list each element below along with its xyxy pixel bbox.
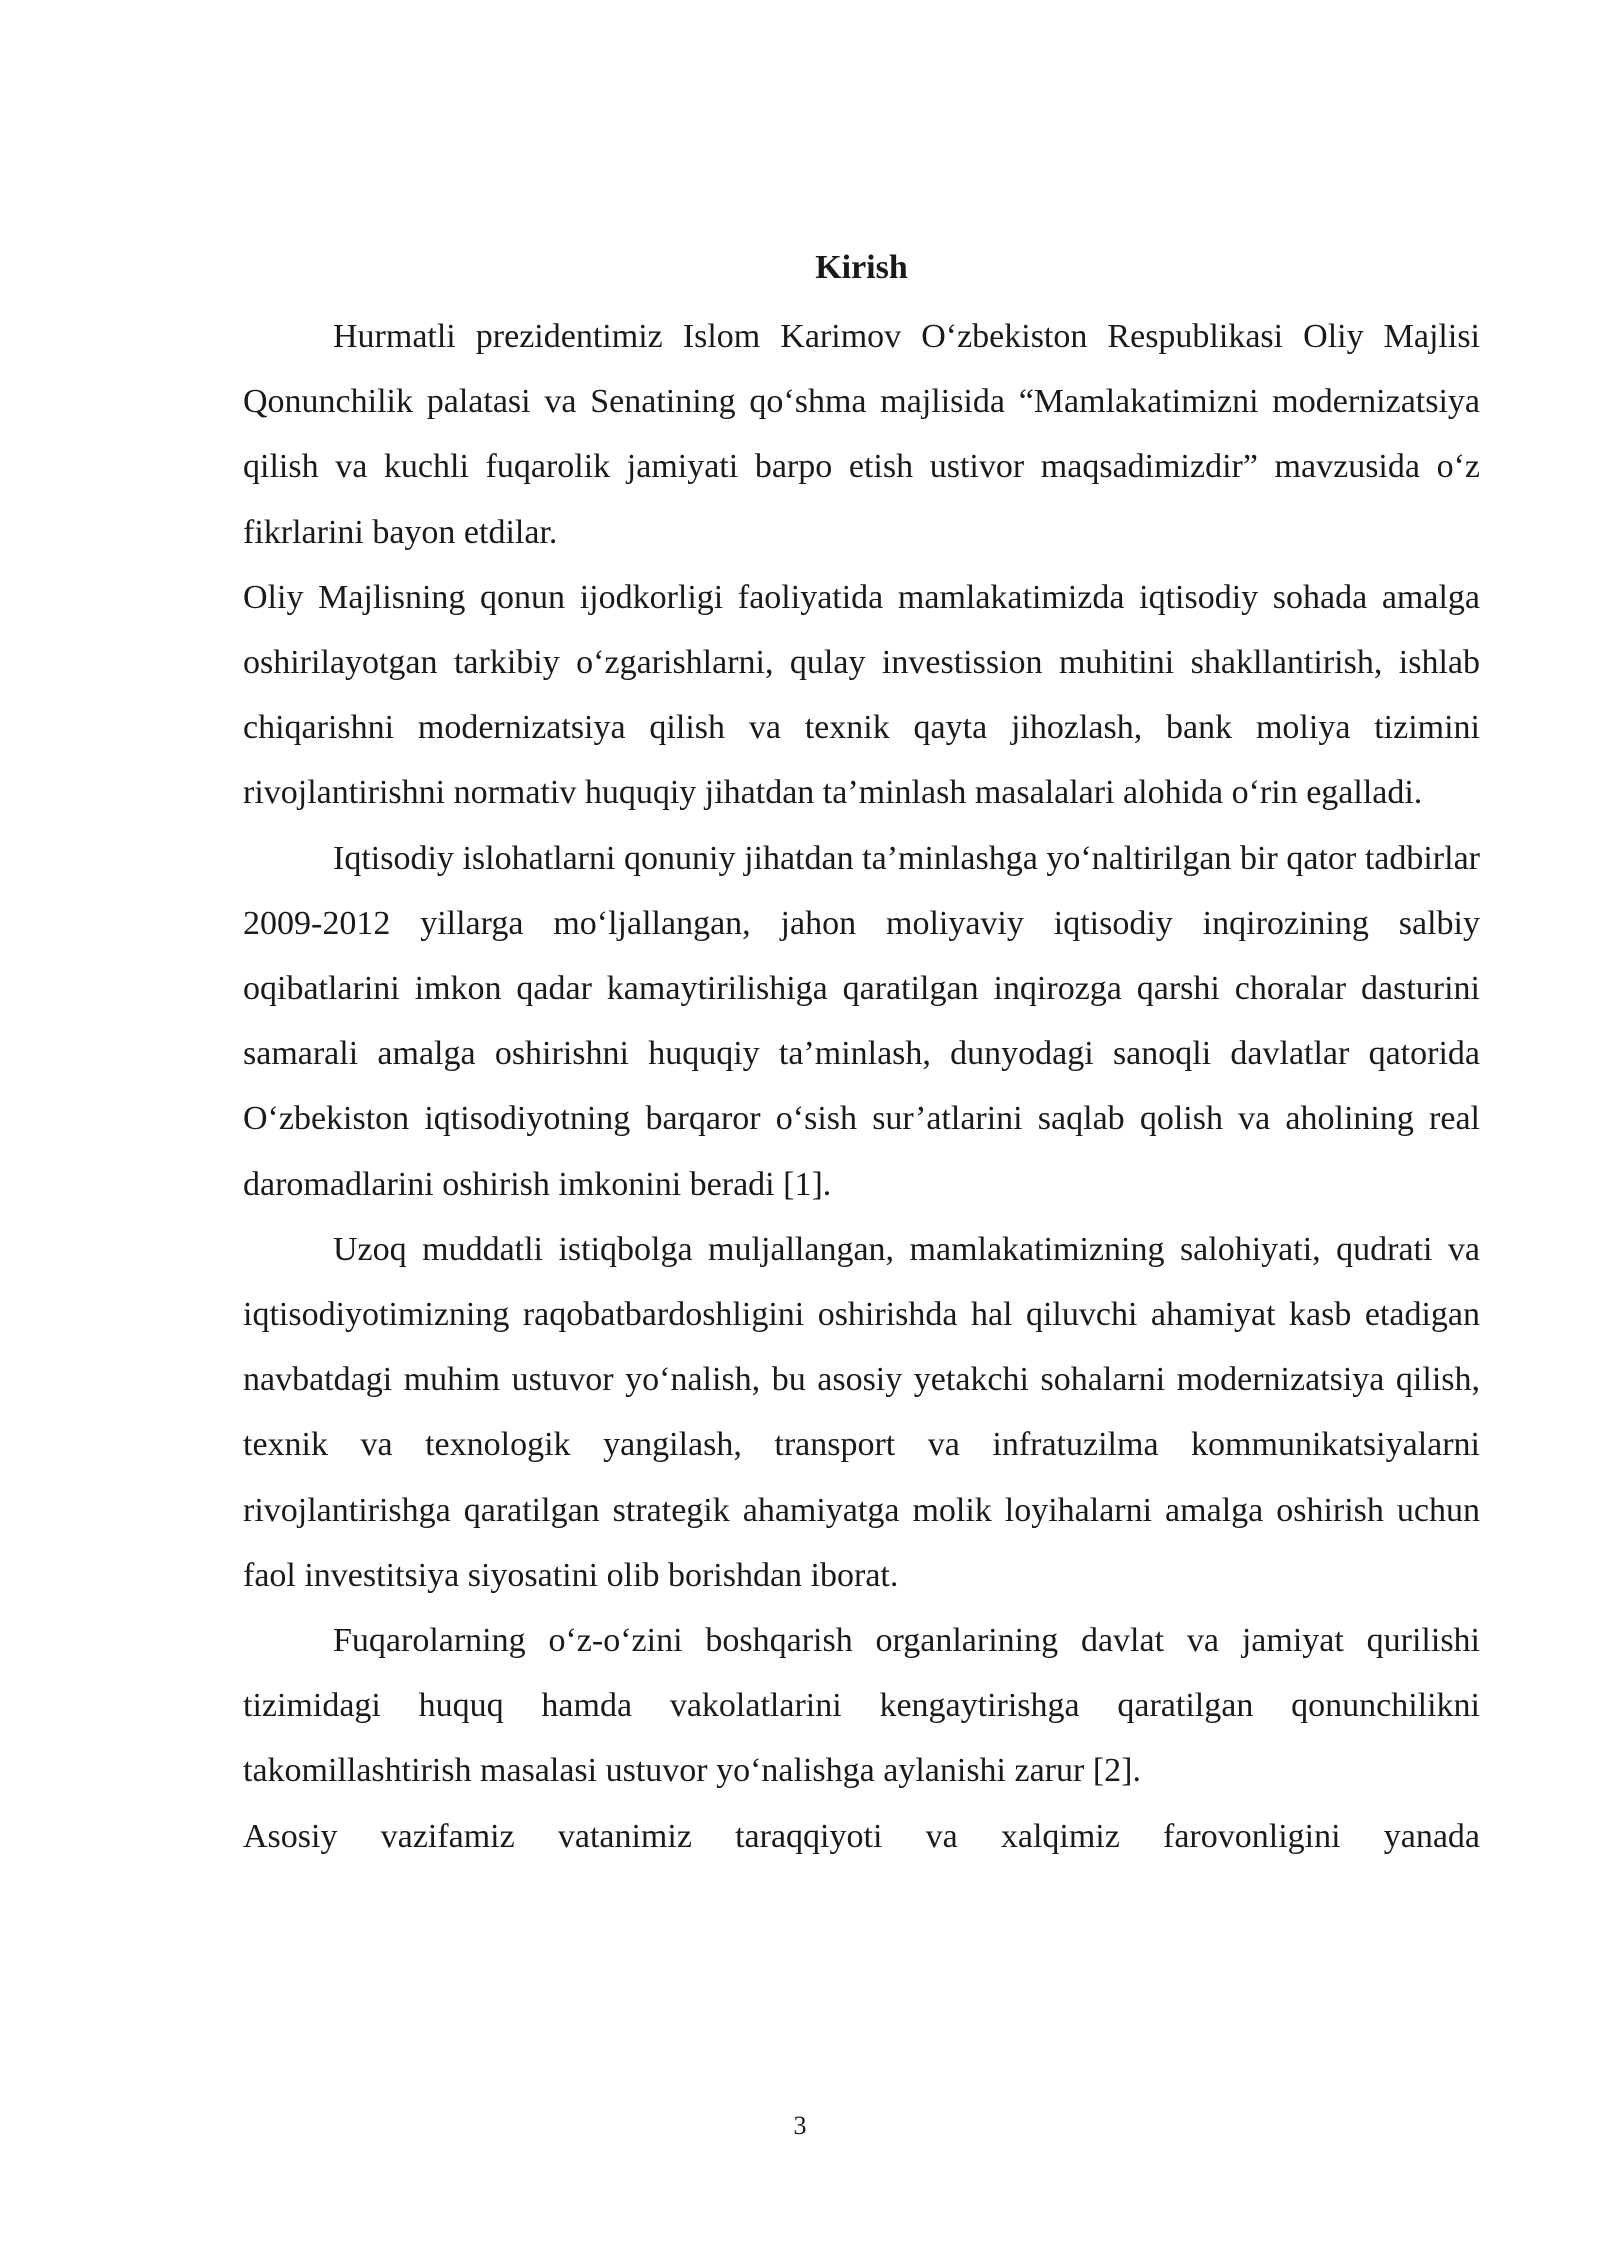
paragraph-4: Uzoq muddatli istiqbolga muljallangan, mamlakatimizning salohiyati, qudrati va iqtisodiyotimizning raqobatbardoshligini oshirishda hal qiluvchi ahamiyat kasb etadigan navbatdagi muhim ustuvor yo‘nalish, bu asosiy yetakchi sohalarni modernizatsiya qilish, texnik va texnologik yangilash, transport va infratuzilma kommunikatsiyalarni rivojlantirishga qaratilgan strategik ahamiyatga molik loyihalarni amalga oshirish uchun faol investitsiya siyosatini olib borishdan iborat. [243, 1230, 1480, 1594]
paragraph-3: Iqtisodiy islohatlarni qonuniy jihatdan ta’minlashga yo‘naltirilgan bir qator tadbirlar 2009-2012 yillarga mo‘ljallangan, jahon moliyaviy iqtisodiy inqirozining salbiy oqibatlarini imkon qadar kamaytirilishiga qaratilgan inqirozga qarshi choralar dasturini samarali amalga oshirishni huquqiy ta’minlash, dunyodagi sanoqli davlatlar qatorida O‘zbekiston iqtisodiyotning barqaror o‘sish sur’atlarini saqlab qolish va aholining real daromadlarini oshirish imkonini beradi [1]. [243, 839, 1480, 1203]
section-heading: Kirish [815, 249, 908, 286]
paragraph-6: Asosiy vazifamiz vatanimiz taraqqiyoti va xalqimiz farovonligini yanada [243, 1817, 1480, 1855]
page-number: 3 [793, 2111, 807, 2140]
paragraph-2: Oliy Majlisning qonun ijodkorligi faoliyatida mamlakatimizda iqtisodiy sohada amalga oshirilayotgan tarkibiy o‘zgarishlarni, qulay investission muhitini shakllantirish, ishlab chiqarishni modernizatsiya qilish va texnik qayta jihozlash, bank moliya tizimini rivojlantirishni normativ huquqiy jihatdan ta’minlash masalalari alohida o‘rin egalladi. [243, 578, 1480, 812]
paragraph-5: Fuqarolarning o‘z-o‘zini boshqarish organlarining davlat va jamiyat qurilishi tizimidagi huquq hamda vakolatlarini kengaytirishga qaratilgan qonunchilikni takomillashtirish masalasi ustuvor yo‘nalishga aylanishi zarur [2]. [243, 1622, 1480, 1790]
paragraph-1: Hurmatli prezidentimiz Islom Karimov O‘zbekiston Respublikasi Oliy Majlisi Qonunchilik palatasi va Senatining qo‘shma majlisida “Mamlakatimizni modernizatsiya qilish va kuchli fuqarolik jamiyati barpo etish ustivor maqsadimizdir” mavzusida o‘z fikrlarini bayon etdilar. [243, 318, 1480, 551]
page-content [243, 232, 1480, 1869]
